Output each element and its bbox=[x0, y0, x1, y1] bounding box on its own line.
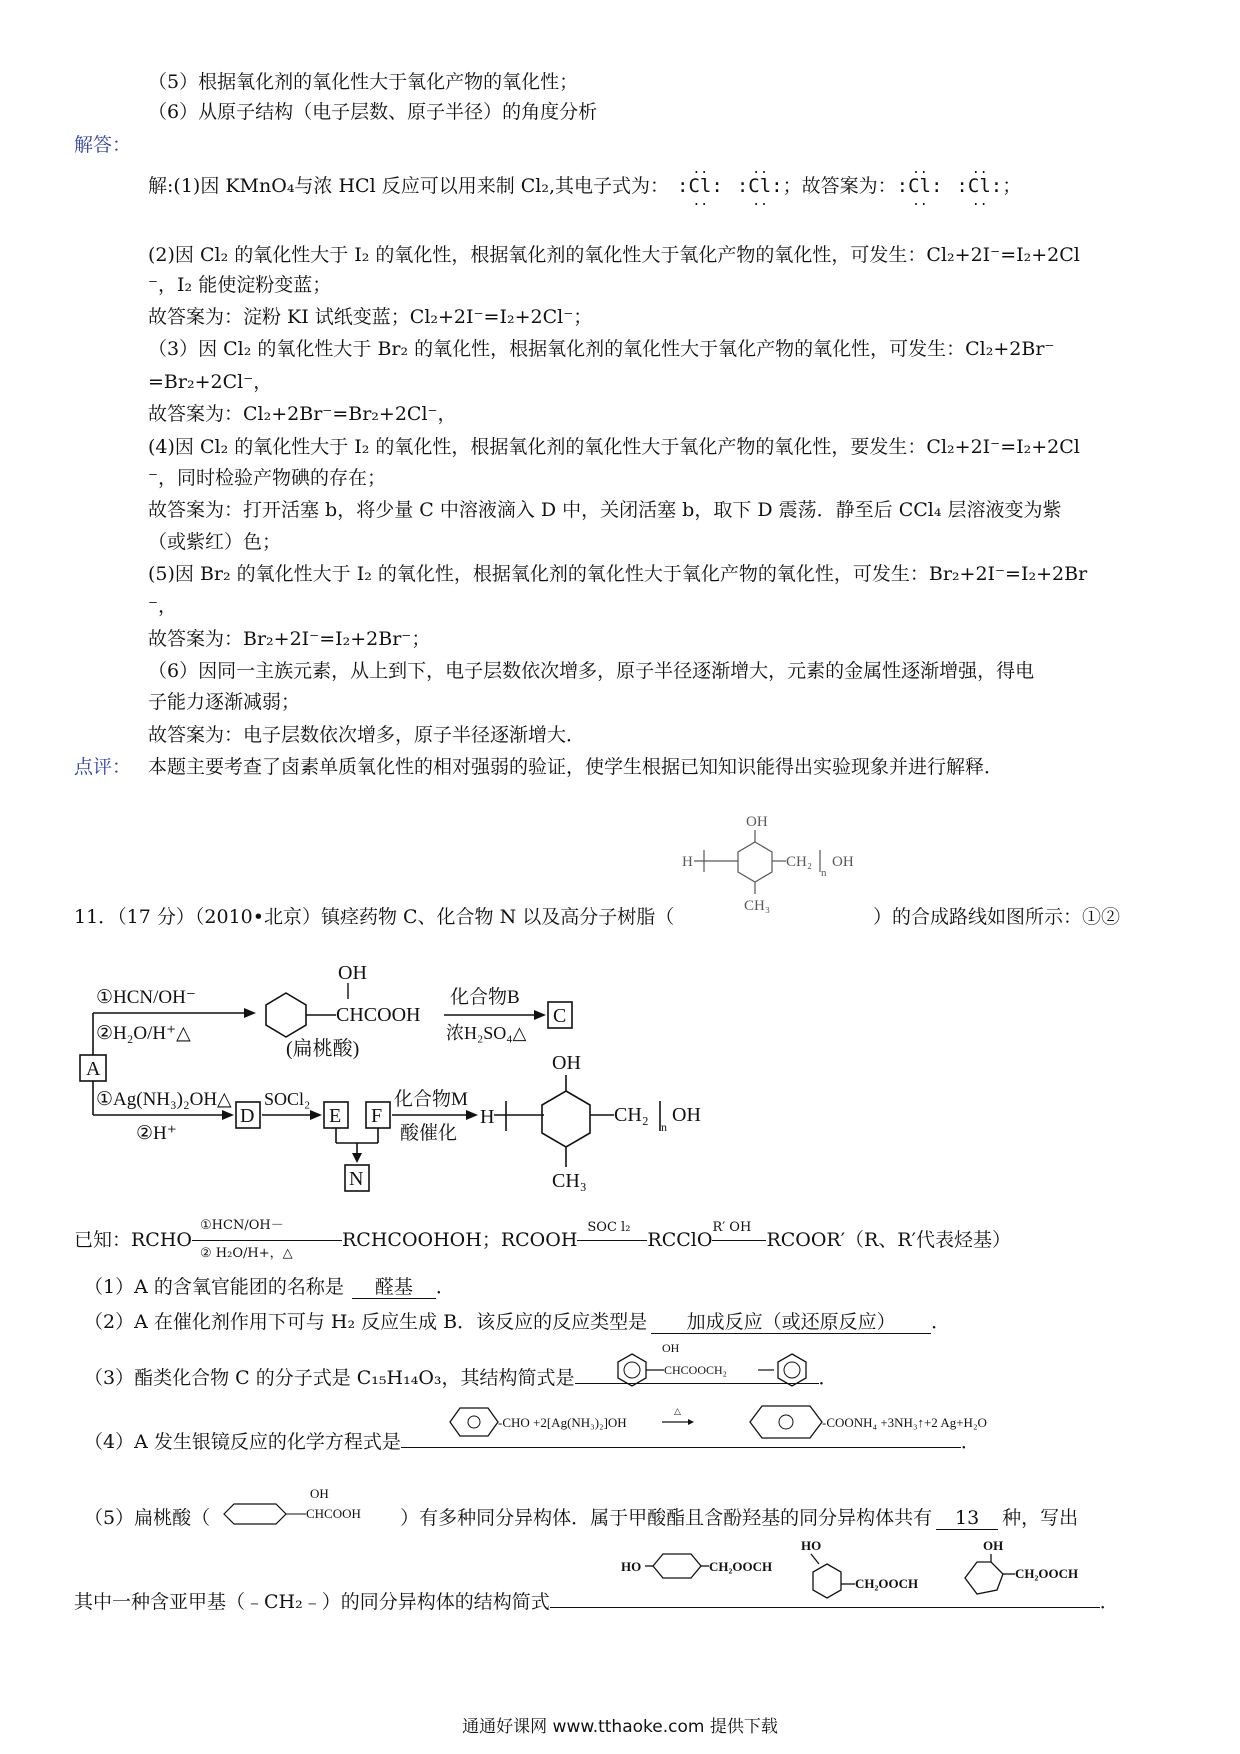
q4-right: -COONH₄ +3NH₃↑+2 Ag+H₂O bbox=[822, 1415, 987, 1430]
answer-p3c: 故答案为：Cl₂+2Br⁻=Br₂+2Cl⁻， bbox=[148, 403, 457, 425]
box-a-label: A bbox=[86, 1058, 101, 1080]
answer-p4b: ⁻，同时检验产物碘的存在； bbox=[148, 467, 387, 489]
answer-p4c: 故答案为：打开活塞 b，将少量 C 中溶液滴入 D 中，关闭活塞 b，取下 D 震荡．静至后 CCl₄ 层溶液变为紫 bbox=[148, 499, 1062, 521]
known-line bbox=[74, 1218, 1011, 1261]
q1-answer: 醛基 bbox=[352, 1276, 436, 1299]
q5-mandelic-structure bbox=[218, 1484, 408, 1530]
colon: : bbox=[736, 175, 749, 197]
known-prefix: 已知：RCHO bbox=[74, 1229, 192, 1251]
r4-bottom: 酸催化 bbox=[400, 1123, 458, 1144]
q5-isomer-structures bbox=[615, 1536, 1135, 1616]
known-arrow-1-top: ①HCN/OH－ bbox=[200, 1218, 284, 1233]
iso3-oh: OH bbox=[983, 1538, 1004, 1553]
answer-p3a: （3）因 Cl₂ 的氧化性大于 Br₂ 的氧化性，根据氧化剂的氧化性大于氧化产物的氧化性，可发生：Cl₂+2Br⁻ bbox=[148, 338, 1055, 360]
comment-text: 本题主要考查了卤素单质氧化性的相对强弱的验证，使学生根据已知知识能得出实验现象并进行解释． bbox=[148, 756, 1004, 778]
resin-oh-end: OH bbox=[832, 854, 854, 870]
answer-p6b: 子能力逐渐减弱； bbox=[148, 691, 301, 713]
q1-text: （1）A 的含氧官能团的名称是 bbox=[84, 1276, 344, 1298]
r3-bottom: ②H⁺ bbox=[136, 1123, 177, 1144]
poly-oh: OH bbox=[552, 1052, 581, 1074]
q5-end: ． bbox=[1099, 1591, 1119, 1613]
q4-delta: △ bbox=[674, 1406, 681, 1416]
cl-atom-1: .. Cl .. bbox=[688, 162, 712, 209]
poly-n: n bbox=[661, 1120, 667, 1134]
analysis-item-6: （6）从原子结构（电子层数、原子半径）的角度分析 bbox=[148, 101, 598, 123]
colon: : bbox=[930, 175, 943, 197]
box-f-label: F bbox=[371, 1105, 383, 1127]
answer-p1-mid: ；故答案为： bbox=[782, 175, 897, 197]
r1-bottom: ②H₂O/H⁺△ bbox=[96, 1023, 191, 1044]
known-mid2: RCClO bbox=[647, 1229, 713, 1251]
cl-atom-3: .. Cl .. bbox=[908, 162, 931, 209]
answer-p6c: 故答案为：电子层数依次增多，原子半径逐渐增大． bbox=[148, 724, 586, 746]
q5-line2: 其中一种含亚甲基（﹣CH₂﹣）的同分异构体的结构简式 bbox=[74, 1591, 550, 1613]
r3-top: ①Ag(NH₃)₂OH△ bbox=[96, 1089, 232, 1110]
q4-left: -CHO +2[Ag(NH₃)₂]OH bbox=[498, 1415, 627, 1430]
q5-tail: 种，写出 bbox=[1002, 1507, 1079, 1529]
known-end: RCOOR′（R、R′代表烃基） bbox=[766, 1229, 1011, 1251]
answer-p2b: ⁻，I₂ 能使淀粉变蓝； bbox=[148, 274, 332, 296]
analysis-item-5: （5）根据氧化剂的氧化性大于氧化产物的氧化性； bbox=[148, 71, 579, 93]
q3-oh: OH bbox=[662, 1341, 680, 1355]
q4-text: （4）A 发生银镜反应的化学方程式是 bbox=[84, 1431, 401, 1453]
comment-label: 点评： bbox=[74, 756, 132, 778]
colon: : bbox=[677, 175, 689, 197]
colon: : bbox=[956, 175, 968, 197]
q5-answer: 13 bbox=[936, 1507, 998, 1530]
answer-p2a: (2)因 Cl₂ 的氧化性大于 I₂ 的氧化性，根据氧化剂的氧化性大于氧化产物的氧化性，可发生：Cl₂+2I⁻=I₂+2Cl bbox=[148, 244, 1080, 266]
synthesis-scheme bbox=[74, 955, 794, 1205]
poly-ch2: CH₂ bbox=[614, 1104, 649, 1126]
known-arrow-3 bbox=[712, 1220, 766, 1252]
r2-bottom: 浓H₂SO₄△ bbox=[446, 1023, 527, 1043]
answer-p5a: (5)因 Br₂ 的氧化性大于 I₂ 的氧化性，根据氧化剂的氧化性大于氧化产物的氧化性，可发生：Br₂+2I⁻=I₂+2Br bbox=[148, 563, 1088, 585]
iso2-ho: HO bbox=[801, 1538, 822, 1553]
q4-equation bbox=[440, 1400, 1000, 1446]
resin-structure bbox=[680, 808, 860, 928]
socl2-label: SOCl₂ bbox=[264, 1089, 311, 1109]
q11-sub2 bbox=[84, 1310, 950, 1334]
cl-atom-2: .. Cl .. bbox=[748, 162, 772, 209]
known-arrow-1-bottom: ② H₂O/H+，△ bbox=[200, 1246, 293, 1261]
poly-ch3: CH₃ bbox=[552, 1170, 587, 1192]
answer-p5c: 故答案为：Br₂+2I⁻=I₂+2Br⁻； bbox=[148, 628, 431, 650]
semicolon: ； bbox=[1002, 175, 1022, 197]
mandelic-label: (扁桃酸) bbox=[286, 1038, 360, 1060]
answer-p5b: ⁻， bbox=[148, 595, 178, 617]
colon: : bbox=[711, 175, 723, 197]
q3-end: ． bbox=[818, 1367, 838, 1389]
q2-answer: 加成反应（或还原反应） bbox=[651, 1311, 931, 1334]
answer-p3b: =Br₂+2Cl⁻， bbox=[148, 371, 273, 393]
resin-ch3: CH₃ bbox=[744, 898, 771, 914]
colon: : bbox=[990, 175, 1003, 197]
known-mid1: RCHCOOHOH；RCOOH bbox=[342, 1229, 578, 1251]
q5-chcooh: CHCOOH bbox=[306, 1506, 361, 1521]
resin-ch2: CH₂ bbox=[786, 854, 813, 870]
r1-top: ①HCN/OH⁻ bbox=[96, 987, 196, 1008]
poly-end-oh: OH bbox=[672, 1104, 701, 1126]
q2-text: （2）A 在催化剂作用下可与 H₂ 反应生成 B．该反应的反应类型是 bbox=[84, 1311, 648, 1333]
q11-sub1 bbox=[84, 1275, 455, 1299]
answer-p1-text: 解:(1)因 KMnO₄与浓 HCl 反应可以用来制 Cl₂,其电子式为： bbox=[148, 175, 670, 197]
q3-mid: CHCOOCH₂ bbox=[664, 1363, 727, 1377]
box-e-label: E bbox=[329, 1105, 342, 1127]
q4-end: ． bbox=[960, 1431, 980, 1453]
box-c-label: C bbox=[553, 1005, 567, 1027]
cl-atom-4: .. Cl .. bbox=[967, 162, 991, 209]
r4-top: 化合物M bbox=[394, 1089, 468, 1110]
q5-oh: OH bbox=[310, 1486, 329, 1501]
q11-intro-end: ）的合成路线如图所示：①② bbox=[873, 906, 1121, 928]
poly-h: H bbox=[480, 1106, 495, 1128]
colon: : bbox=[771, 175, 783, 197]
resin-n: n bbox=[821, 867, 827, 879]
known-arrow-3-top: R′ OH bbox=[712, 1220, 752, 1235]
answer-p6a: （6）因同一主族元素，从上到下，电子层数依次增多，原子半径逐渐增大，元素的金属性逐渐增强，得电 bbox=[148, 660, 1035, 682]
resin-h: H bbox=[682, 854, 693, 870]
iso3-group: CH₂OOCH bbox=[1015, 1566, 1079, 1581]
box-d-label: D bbox=[240, 1105, 255, 1127]
q5-text: （5）扁桃酸（ bbox=[84, 1507, 211, 1529]
mandelic-chcooh: CHCOOH bbox=[336, 1004, 421, 1026]
polymer-ring bbox=[542, 1091, 590, 1147]
r2-top: 化合物B bbox=[450, 987, 520, 1008]
known-arrow-1 bbox=[192, 1218, 342, 1261]
q2-end: ． bbox=[931, 1311, 951, 1333]
q11-intro: 11．（17 分）（2010•北京）镇痉药物 C、化合物 N 以及高分子树脂（ bbox=[74, 906, 675, 928]
known-arrow-2-top: SOC l₂ bbox=[587, 1220, 631, 1235]
q5-mid: ）有多种同分异构体．属于甲酸酯且含酚羟基的同分异构体共有 bbox=[400, 1507, 933, 1529]
mandelic-oh: OH bbox=[338, 962, 367, 984]
answer-p4d: （或紫红）色； bbox=[148, 531, 282, 553]
iso1-ho: HO bbox=[621, 1559, 642, 1574]
resin-oh: OH bbox=[746, 814, 768, 830]
known-arrow-2 bbox=[577, 1220, 647, 1252]
answer-label: 解答： bbox=[74, 134, 132, 156]
iso1-group: CH₂OOCH bbox=[709, 1559, 773, 1574]
q3-structure bbox=[612, 1336, 852, 1396]
page-footer: 通通好课网 www.tthaoke.com 提供下载 bbox=[462, 1717, 778, 1737]
iso2-group: CH₂OOCH bbox=[855, 1576, 919, 1591]
answer-p2c: 故答案为：淀粉 KI 试纸变蓝；Cl₂+2I⁻=I₂+2Cl⁻； bbox=[148, 306, 593, 328]
benzene-ring-1 bbox=[266, 993, 306, 1037]
colon: : bbox=[896, 175, 909, 197]
q3-text: （3）酯类化合物 C 的分子式是 C₁₅H₁₄O₃，其结构简式是 bbox=[84, 1367, 575, 1389]
answer-p1 bbox=[148, 162, 1022, 209]
answer-p4a: (4)因 Cl₂ 的氧化性大于 I₂ 的氧化性，根据氧化剂的氧化性大于氧化产物的氧化性，要发生：Cl₂+2I⁻=I₂+2Cl bbox=[148, 436, 1080, 458]
q1-end: ． bbox=[435, 1276, 455, 1298]
box-n-label: N bbox=[349, 1168, 364, 1190]
